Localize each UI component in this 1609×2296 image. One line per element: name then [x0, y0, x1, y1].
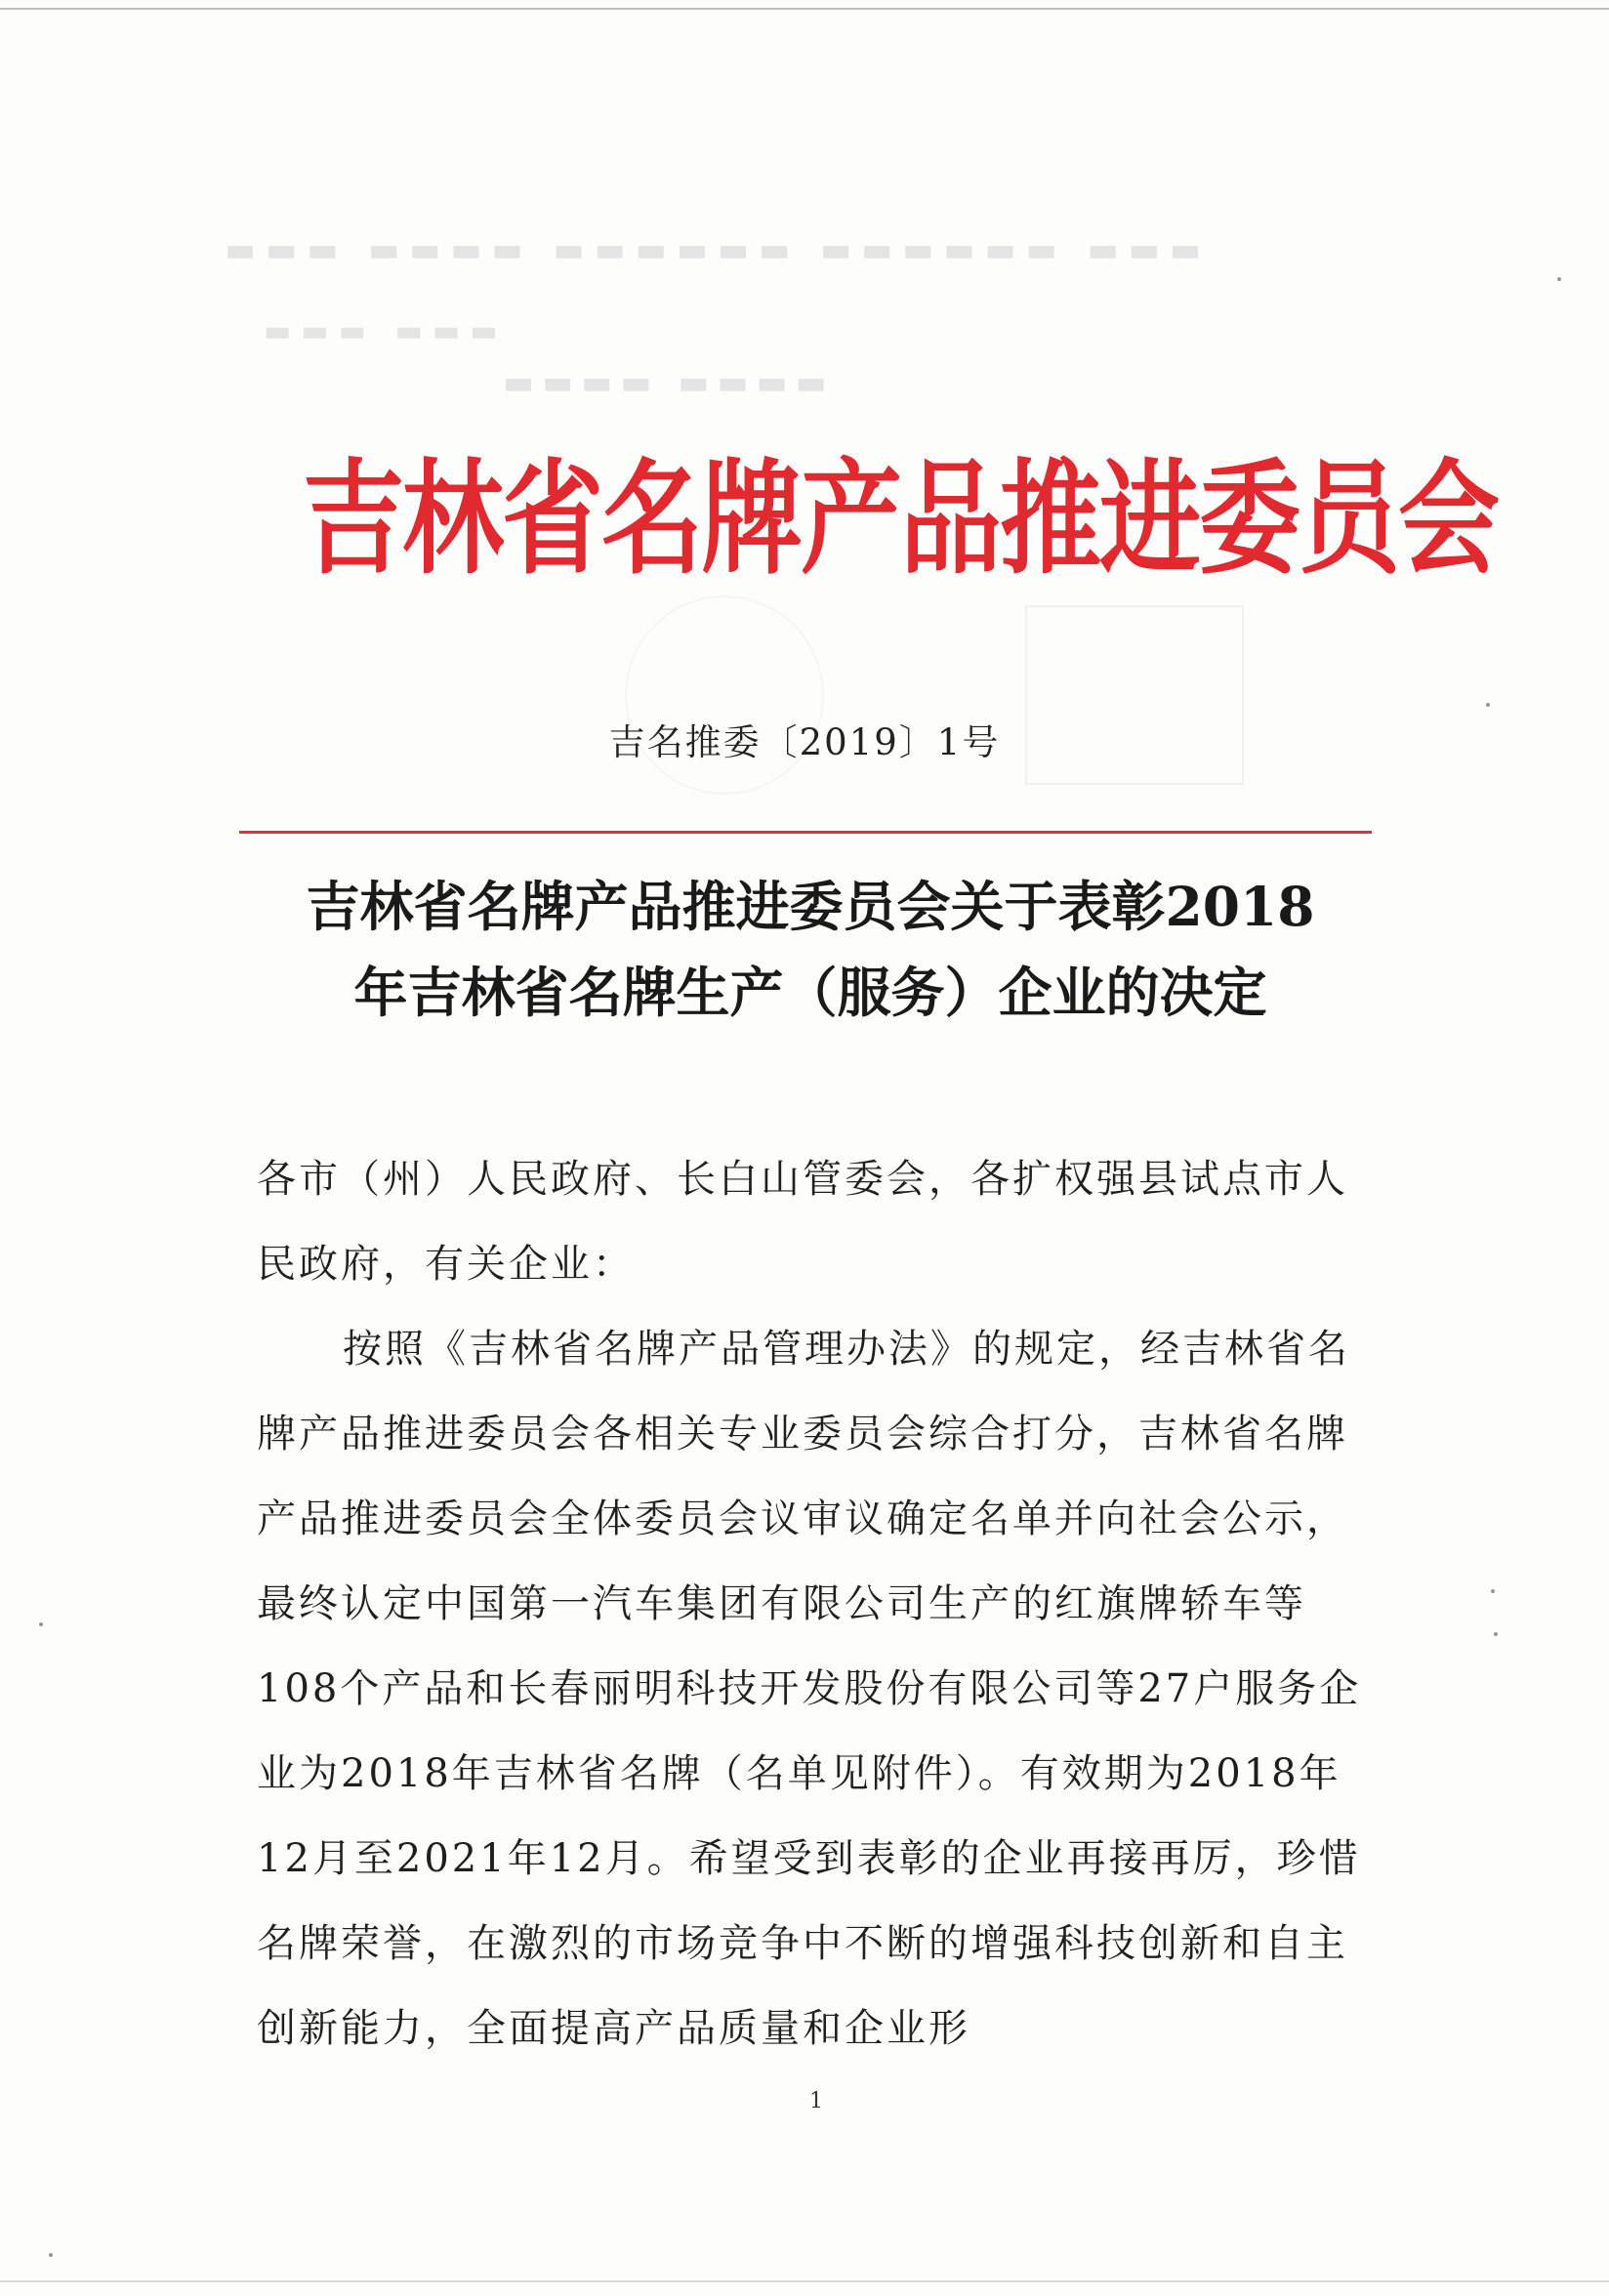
document-body	[257, 1137, 1380, 2071]
scan-edge-line	[0, 8, 1609, 10]
scan-speck	[1491, 1589, 1495, 1593]
document-number: 吉名推委〔2019〕1号	[608, 721, 1001, 763]
scan-speck	[49, 2253, 53, 2257]
document-title-line-1: 吉林省名牌产品推进委员会关于表彰2018	[306, 875, 1315, 938]
show-through-text: ▬▬▬ ▬▬▬▬ ▬▬▬▬▬▬ ▬▬▬▬▬▬ ▬▬▬	[225, 230, 1211, 269]
document-title	[254, 864, 1367, 1036]
scan-speck	[1494, 1632, 1498, 1636]
body-paragraph: 按照《吉林省名牌产品管理办法》的规定，经吉林省名牌产品推进委员会各相关专业委员会综合打分，吉林省名牌产品推进委员会全体委员会议审议确定名单并向社会公示，最终认定中国第一汽车集团有限公司生产的红旗牌轿车等108个产品和长春丽明科技开发股份有限公司等27户服务企业为2018年吉林省名牌（名单见附件）。有效期为2018年12月至2021年12月。希望受到表彰的企业再接再厉，珍惜名牌荣誉，在激烈的市场竞争中不断的增强科技创新和自主创新能力，全面提高产品质量和企业形	[257, 1327, 1362, 2051]
show-through-text: ▬▬▬▬ ▬▬▬▬	[503, 363, 835, 402]
scan-speck	[1486, 703, 1490, 707]
scan-speck	[39, 1622, 43, 1626]
scan-speck	[1557, 277, 1561, 281]
salutation: 各市（州）人民政府、长白山管委会，各扩权强县试点市人民政府，有关企业：	[257, 1157, 1348, 1287]
letterhead-red-rule	[239, 831, 1372, 834]
scan-edge-line	[0, 2280, 1609, 2282]
document-title-line-2: 年吉林省名牌生产（服务）企业的决定	[353, 961, 1267, 1024]
show-through-text: ▬▬▬ ▬▬▬	[264, 314, 508, 348]
page-number: 1	[809, 2089, 823, 2113]
letterhead-organization: 吉林省名牌产品推进委员会	[303, 446, 1499, 592]
